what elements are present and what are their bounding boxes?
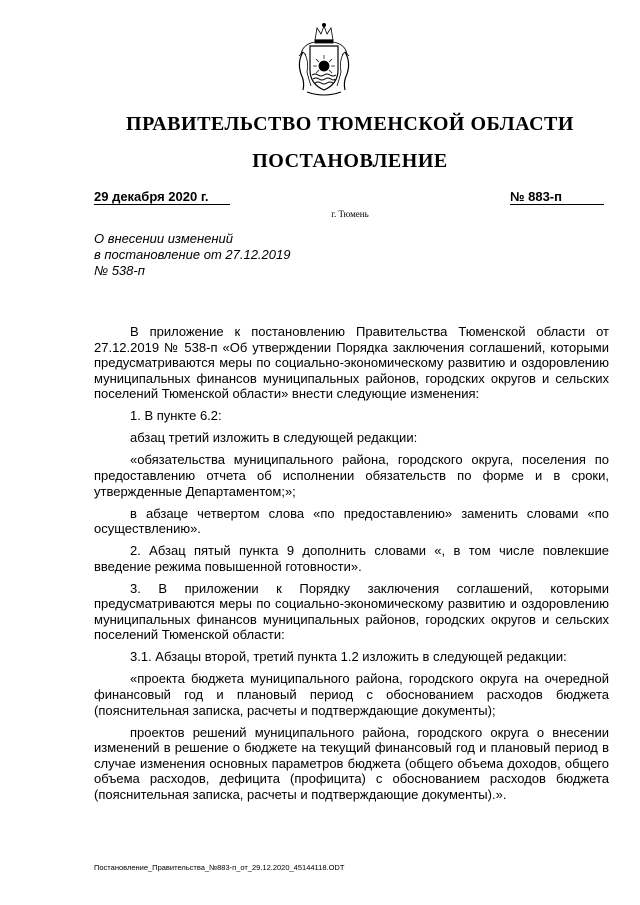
body-paragraph: 3. В приложении к Порядку заключения соглашений, которыми предусматриваются меры по социально-экономическому развитию и оздоровлению муниципальных финансов муниципальных районов, городских округов и сельских поселений Тюменской области: <box>94 580 609 643</box>
body-paragraph: 1. В пункте 6.2: <box>130 408 222 424</box>
subject-line: № 538-п <box>94 263 145 278</box>
body-paragraph: абзац третий изложить в следующей редакции: <box>130 430 418 446</box>
document-city: г. Тюмень <box>331 209 369 219</box>
body-paragraph: «обязательства муниципального района, городского округа, поселения по предоставлению отчета об исполнении обязательств по форме и в сроки, утвержденные Департаментом;»; <box>94 452 609 499</box>
tyumen-oblast-coat-of-arms-icon <box>293 22 355 98</box>
body-paragraph: 3.1. Абзацы второй, третий пункта 1.2 изложить в следующей редакции: <box>130 649 567 665</box>
body-paragraph: проектов решений муниципального района, городского округа о внесении изменений в решение о бюджете на текущий финансовый год и плановый период в случае изменения основных параметров бюджета (общего объема доходов, общего объема расходов, дефицита (профицита) с обоснованием расходов бюджета (пояснительная записка, расчеты и подтверждающие документы).». <box>94 724 609 802</box>
footer-filename: Постановление_Правительства_№883-п_от_29.12.2020_45144118.ODT <box>94 863 345 872</box>
body-paragraph: В приложение к постановлению Правительства Тюменской области от 27.12.2019 № 538-п «Об утверждении Порядка заключения соглашений, которыми предусматриваются меры по социально-экономическому развитию и оздоровлению муниципальных финансов муниципальных районов, городских округов и сельских поселений Тюменской области» внести следующие изменения: <box>94 324 609 402</box>
document-subject <box>94 231 374 279</box>
body-paragraph: 2. Абзац пятый пункта 9 дополнить словами «, в том числе повлекшие введение режима повышенной готовности». <box>94 543 609 574</box>
document-date: 29 декабря 2020 г. <box>94 189 230 205</box>
body-paragraph: в абзаце четвертом слова «по предоставлению» заменить словами «по осуществлению». <box>94 505 609 537</box>
subject-line: О внесении изменений <box>94 231 233 246</box>
government-title: ПРАВИТЕЛЬСТВО ТЮМЕНСКОЙ ОБЛАСТИ <box>126 113 574 135</box>
body-paragraph: «проекта бюджета муниципального района, городского округа на очередной финансовый год и плановый период с обоснованием расходов бюджета (пояснительная записка, расчеты и подтверждающие документы); <box>94 671 609 718</box>
document-type: ПОСТАНОВЛЕНИЕ <box>252 150 448 172</box>
subject-line: в постановление от 27.12.2019 <box>94 247 291 262</box>
document-body <box>94 324 609 809</box>
document-number: № 883-п <box>510 189 604 205</box>
